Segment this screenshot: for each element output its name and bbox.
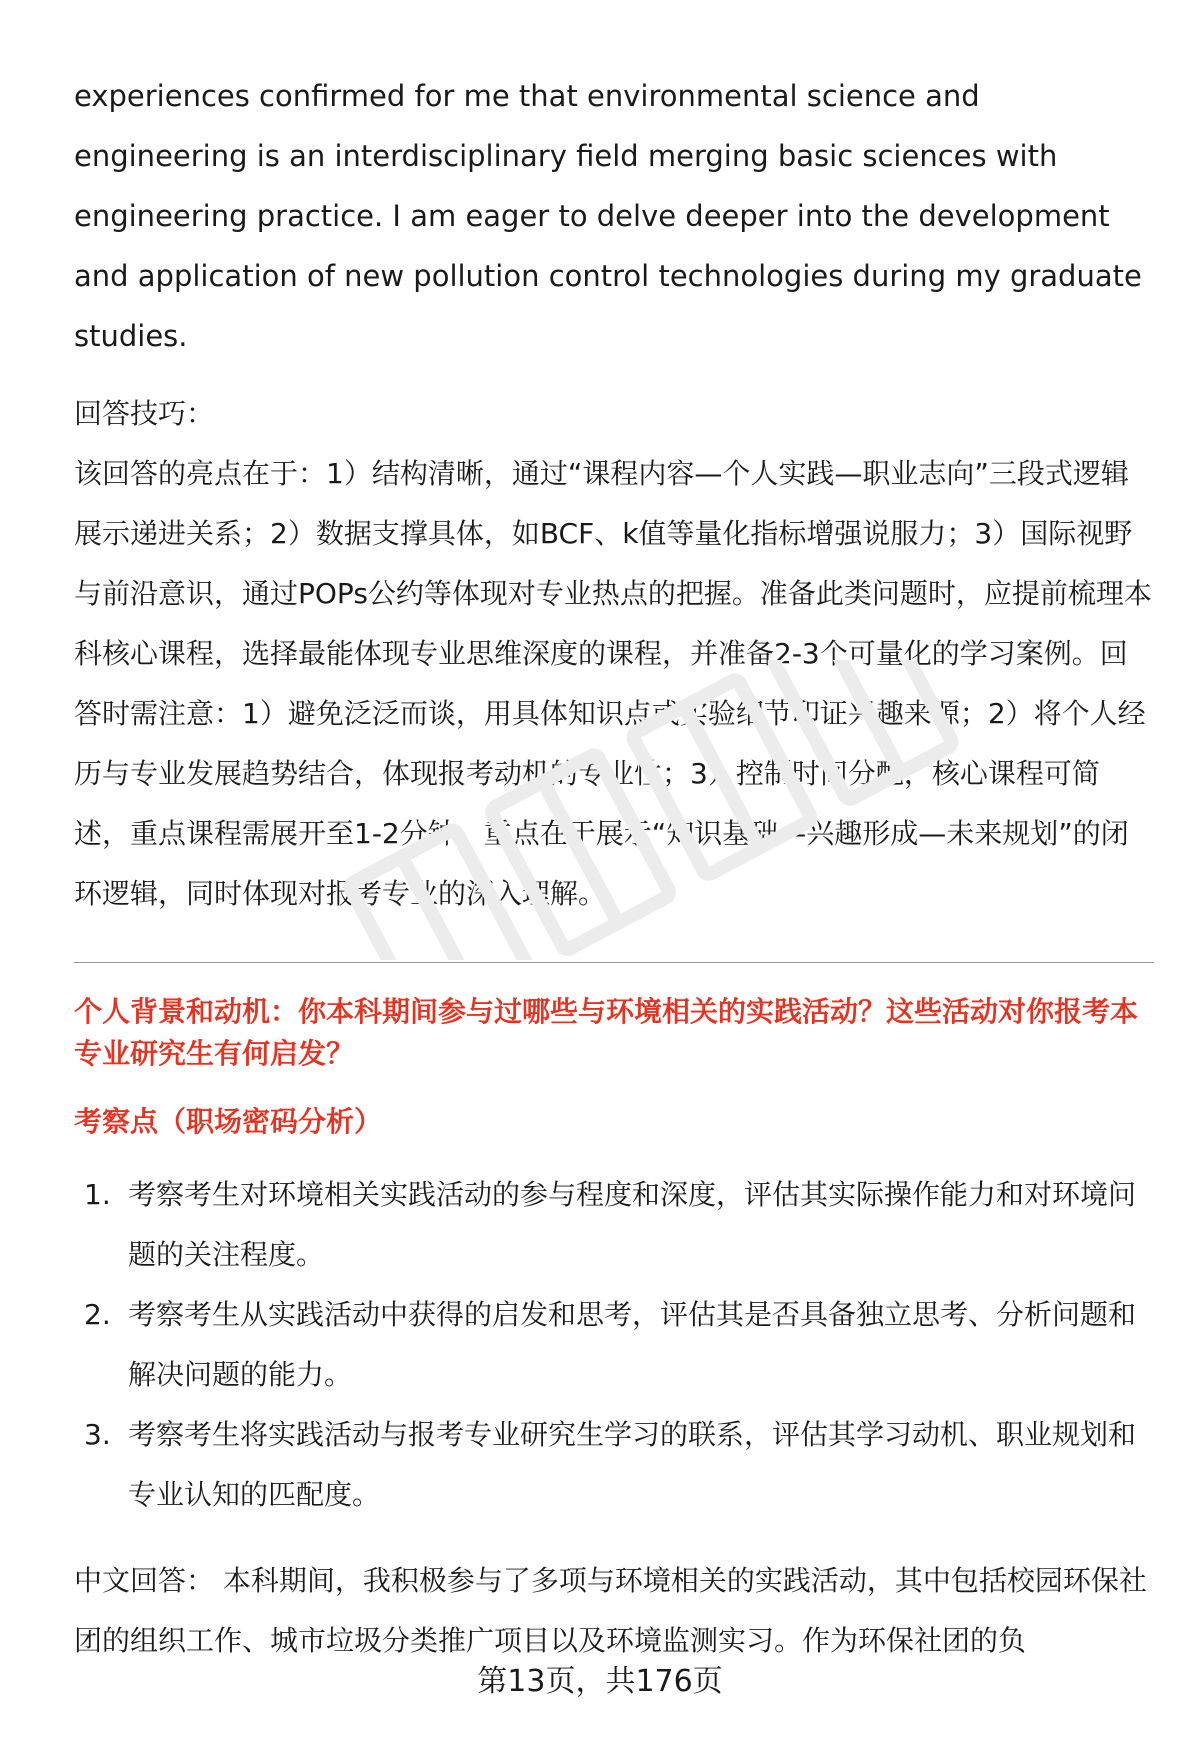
tips-label: 回答技巧： bbox=[74, 397, 215, 430]
list-item bbox=[74, 1165, 1154, 1285]
answer-paragraph bbox=[74, 1551, 1154, 1671]
list-number: 1. bbox=[84, 1178, 111, 1211]
list-number: 3. bbox=[84, 1418, 111, 1451]
page-footer: 第13页，共176页 bbox=[477, 1664, 723, 1699]
answer-text: 本科期间，我积极参与了多项与环境相关的实践活动，其中包括校园环保社团的组织工作、城市垃圾分类推广项目以及环境监测实习。作为环保社团的负 bbox=[74, 1564, 1147, 1657]
question-title: 个人背景和动机：你本科期间参与过哪些与环境相关的实践活动？这些活动对你报考本专业研究生有何启发？ bbox=[74, 995, 1139, 1070]
analysis-title: 考察点（职场密码分析） bbox=[74, 1105, 383, 1138]
intro-paragraph: experiences confirmed for me that environmental science and engineering is an interdisciplinary field merging basic sciences with engineering practice. I am eager to delve deeper into the development and application of new pollution control technologies during my graduate studies. bbox=[74, 79, 1142, 353]
list-item bbox=[74, 1405, 1154, 1525]
list-item bbox=[74, 1285, 1154, 1405]
analysis-points bbox=[74, 1165, 1154, 1525]
answer-label: 中文回答： bbox=[74, 1564, 215, 1597]
tips-text: 该回答的亮点在于：1）结构清晰，通过“课程内容—个人实践—职业志向”三段式逻辑展示递进关系；2）数据支撑具体，如BCF、k值等量化指标增强说服力；3）国际视野与前沿意识，通过POPs公约等体现对专业热点的把握。准备此类问题时，应提前梳理本科核心课程，选择最能体现专业思维深度的课程，并准备2-3个可量化的学习案例。回答时需注意：1）避免泛泛而谈，用具体知识点或实验细节印证兴趣来源；2）将个人经历与专业发展趋势结合，体现报考动机的专业性；3）控制时间分配，核心课程可简述，重点课程需展开至1-2分钟。重点在于展示“知识基础—兴趣形成—未来规划”的闭环逻辑，同时体现对报考专业的深入理解。 bbox=[74, 457, 1152, 910]
page-content bbox=[74, 66, 1154, 1671]
list-text: 考察考生将实践活动与报考专业研究生学习的联系，评估其学习动机、职业规划和专业认知的匹配度。 bbox=[128, 1418, 1137, 1511]
list-text: 考察考生对环境相关实践活动的参与程度和深度，评估其实际操作能力和对环境问题的关注程度。 bbox=[128, 1178, 1137, 1271]
section-divider bbox=[74, 962, 1154, 963]
list-text: 考察考生从实践活动中获得的启发和思考，评估其是否具备独立思考、分析问题和解决问题的能力。 bbox=[128, 1298, 1137, 1391]
list-number: 2. bbox=[84, 1298, 111, 1331]
